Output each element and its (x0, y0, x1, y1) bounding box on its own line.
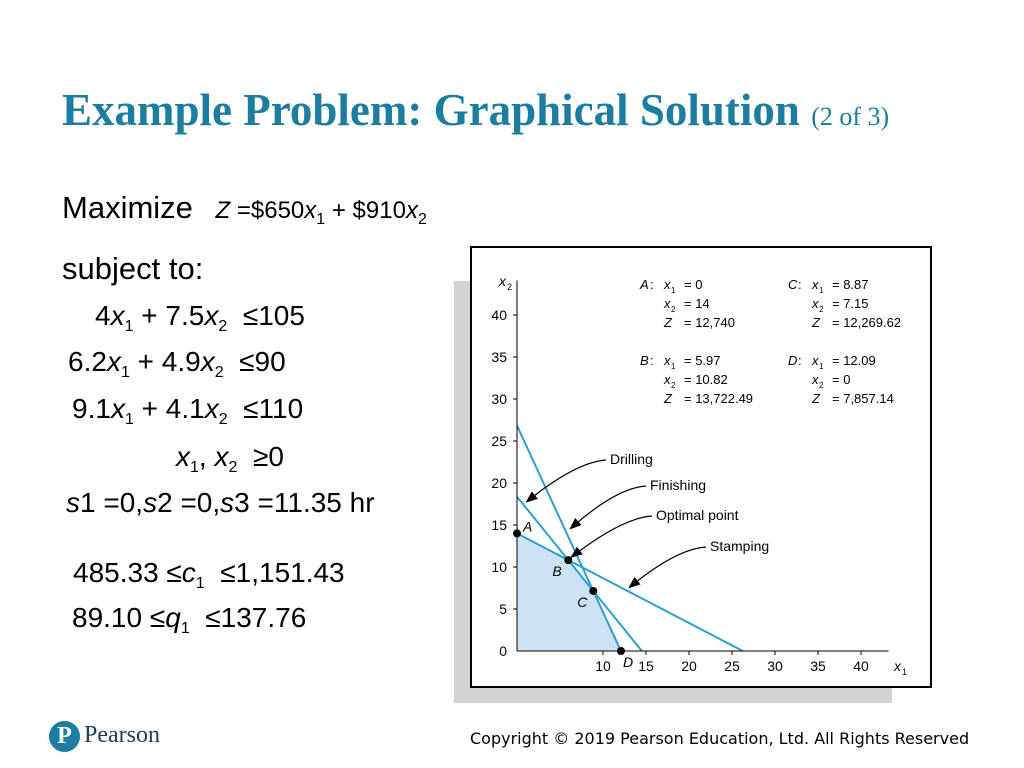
obj-x2-sub: 2 (417, 211, 427, 228)
table-value: = 13,722.49 (684, 391, 754, 406)
x-tick-label: 10 (595, 658, 611, 674)
table-var: x (812, 372, 819, 387)
table-var: Z (664, 391, 672, 406)
table-value: = 0 (684, 277, 703, 292)
table-value: = 7,857.14 (832, 391, 894, 406)
corner-table-a (639, 277, 735, 330)
objective-function (215, 197, 427, 228)
y-tick-label: 0 (499, 643, 507, 659)
annotation-label-stamping: Stamping (710, 538, 770, 554)
corner-table-b (640, 353, 753, 406)
y-tick-label: 15 (491, 517, 507, 533)
objective-line (62, 190, 427, 229)
obj-x1-sub: 1 (316, 211, 326, 228)
corner-label-c: C (577, 593, 588, 610)
table-colon: : (650, 277, 654, 292)
y-tick-label: 35 (491, 349, 507, 365)
table-var-sub: 2 (671, 381, 676, 390)
y-tick-label: 30 (491, 391, 507, 407)
table-var: Z (664, 315, 672, 330)
y-tick-label: 25 (491, 433, 507, 449)
table-value: = 12,740 (684, 315, 735, 330)
title-suffix: (2 of 3) (811, 102, 890, 131)
constraint-3: $9.1x_1 + 4.1x_2 \le 110$ (72, 393, 304, 428)
table-point-label: B (640, 353, 649, 368)
table-var: x (664, 353, 671, 368)
x-tick-label: 30 (767, 658, 783, 674)
annotation-arrow-finishing (570, 486, 646, 529)
corner-point-c (589, 587, 597, 595)
table-var-sub: 1 (819, 362, 824, 371)
x-tick-label: 15 (638, 658, 654, 674)
x-axis-label: x (894, 658, 901, 674)
table-var-sub: 2 (819, 305, 824, 314)
table-value: = 12,269.62 (832, 315, 902, 330)
table-var: x (812, 277, 819, 292)
chart-frame (470, 246, 932, 688)
table-colon: : (798, 277, 802, 292)
nonnegativity-constraint: $x_1$, $x_2 \ge 0$ (176, 441, 284, 476)
corner-table-d (788, 353, 894, 406)
corner-label-b: B (552, 563, 562, 580)
obj-plus: + (331, 197, 346, 224)
table-var: x (812, 353, 819, 368)
obj-z: Z (215, 197, 231, 224)
y-tick-label: 10 (491, 559, 507, 575)
constraint-1: $4x_1 + 7.5x_2 \le 105$ (95, 300, 305, 335)
annotation-label-drilling: Drilling (610, 451, 653, 467)
annotation-arrow-drilling (526, 460, 606, 502)
table-colon: : (798, 353, 802, 368)
table-point-label: C (788, 277, 798, 292)
table-point-label: D (788, 353, 798, 368)
x-tick-label: 25 (724, 658, 740, 674)
corner-point-a (513, 529, 521, 537)
obj-c1: $650 (250, 197, 305, 224)
table-value: = 0 (832, 372, 851, 387)
table-var-sub: 1 (671, 362, 676, 371)
sensitivity-range-q1: $89.10 \le q_1 \le 137.76$ (72, 602, 307, 637)
table-value: = 10.82 (684, 372, 728, 387)
table-value: = 7.15 (832, 296, 869, 311)
corner-label-d: D (622, 654, 634, 670)
y-axis-label-sub: 2 (507, 282, 513, 292)
table-var: Z (812, 391, 820, 406)
x-axis-label-sub: 1 (902, 667, 908, 677)
corner-table-c (788, 277, 901, 330)
table-var-sub: 2 (671, 305, 676, 314)
table-var: x (812, 296, 819, 311)
copyright-footer: Copyright © 2019 Pearson Education, Ltd. All Rights Reserved (470, 729, 970, 748)
table-value: = 8.87 (832, 277, 869, 292)
y-tick-label: 5 (499, 601, 507, 617)
annotation-arrow-stamping (629, 547, 706, 588)
obj-eq: = (236, 197, 251, 224)
table-var: x (664, 372, 671, 387)
table-var: x (664, 277, 671, 292)
pearson-logo-text: Pearson (84, 722, 160, 748)
maximize-label: Maximize (62, 190, 193, 225)
annotation-label-optimal-point: Optimal point (656, 507, 739, 523)
table-var: Z (812, 315, 820, 330)
y-axis-label: x (499, 273, 506, 289)
pearson-logo-letter: P (57, 723, 72, 749)
corner-label-a: A (523, 518, 533, 535)
y-tick-label: 20 (491, 475, 507, 491)
obj-x1: x (304, 197, 317, 224)
table-var-sub: 1 (671, 286, 676, 295)
table-var: x (664, 296, 671, 311)
x-tick-label: 20 (681, 658, 697, 674)
lp-graph (472, 248, 930, 686)
table-value: = 12.09 (832, 353, 876, 368)
title-main: Example Problem: Graphical Solution (62, 85, 800, 135)
slack-values: s1 =0,s2 =0,s3 =11.35 hr (66, 487, 375, 518)
subject-to-label: subject to: (62, 251, 204, 286)
table-point-label: A (640, 277, 649, 292)
slide-title (62, 84, 889, 136)
table-value: = 14 (684, 296, 710, 311)
table-colon: : (650, 353, 654, 368)
y-tick-label: 40 (491, 307, 507, 323)
table-value: = 5.97 (684, 353, 721, 368)
x-tick-label: 35 (810, 658, 826, 674)
annotation-label-finishing: Finishing (650, 477, 707, 493)
constraint-2: $6.2x_1 + 4.9x_2 \le 90$ (68, 346, 286, 381)
annotation-arrow-optimal-point (571, 516, 652, 557)
table-var-sub: 1 (819, 286, 824, 295)
table-var-sub: 2 (819, 381, 824, 390)
corner-point-b (564, 556, 572, 564)
obj-c2: $910 (352, 197, 406, 224)
obj-x2: x (405, 197, 418, 224)
feasible-region (517, 533, 621, 651)
sensitivity-range-c1: $485.33 \le c_1 \le 1,151.43$ (73, 557, 345, 592)
x-tick-label: 40 (853, 658, 869, 674)
